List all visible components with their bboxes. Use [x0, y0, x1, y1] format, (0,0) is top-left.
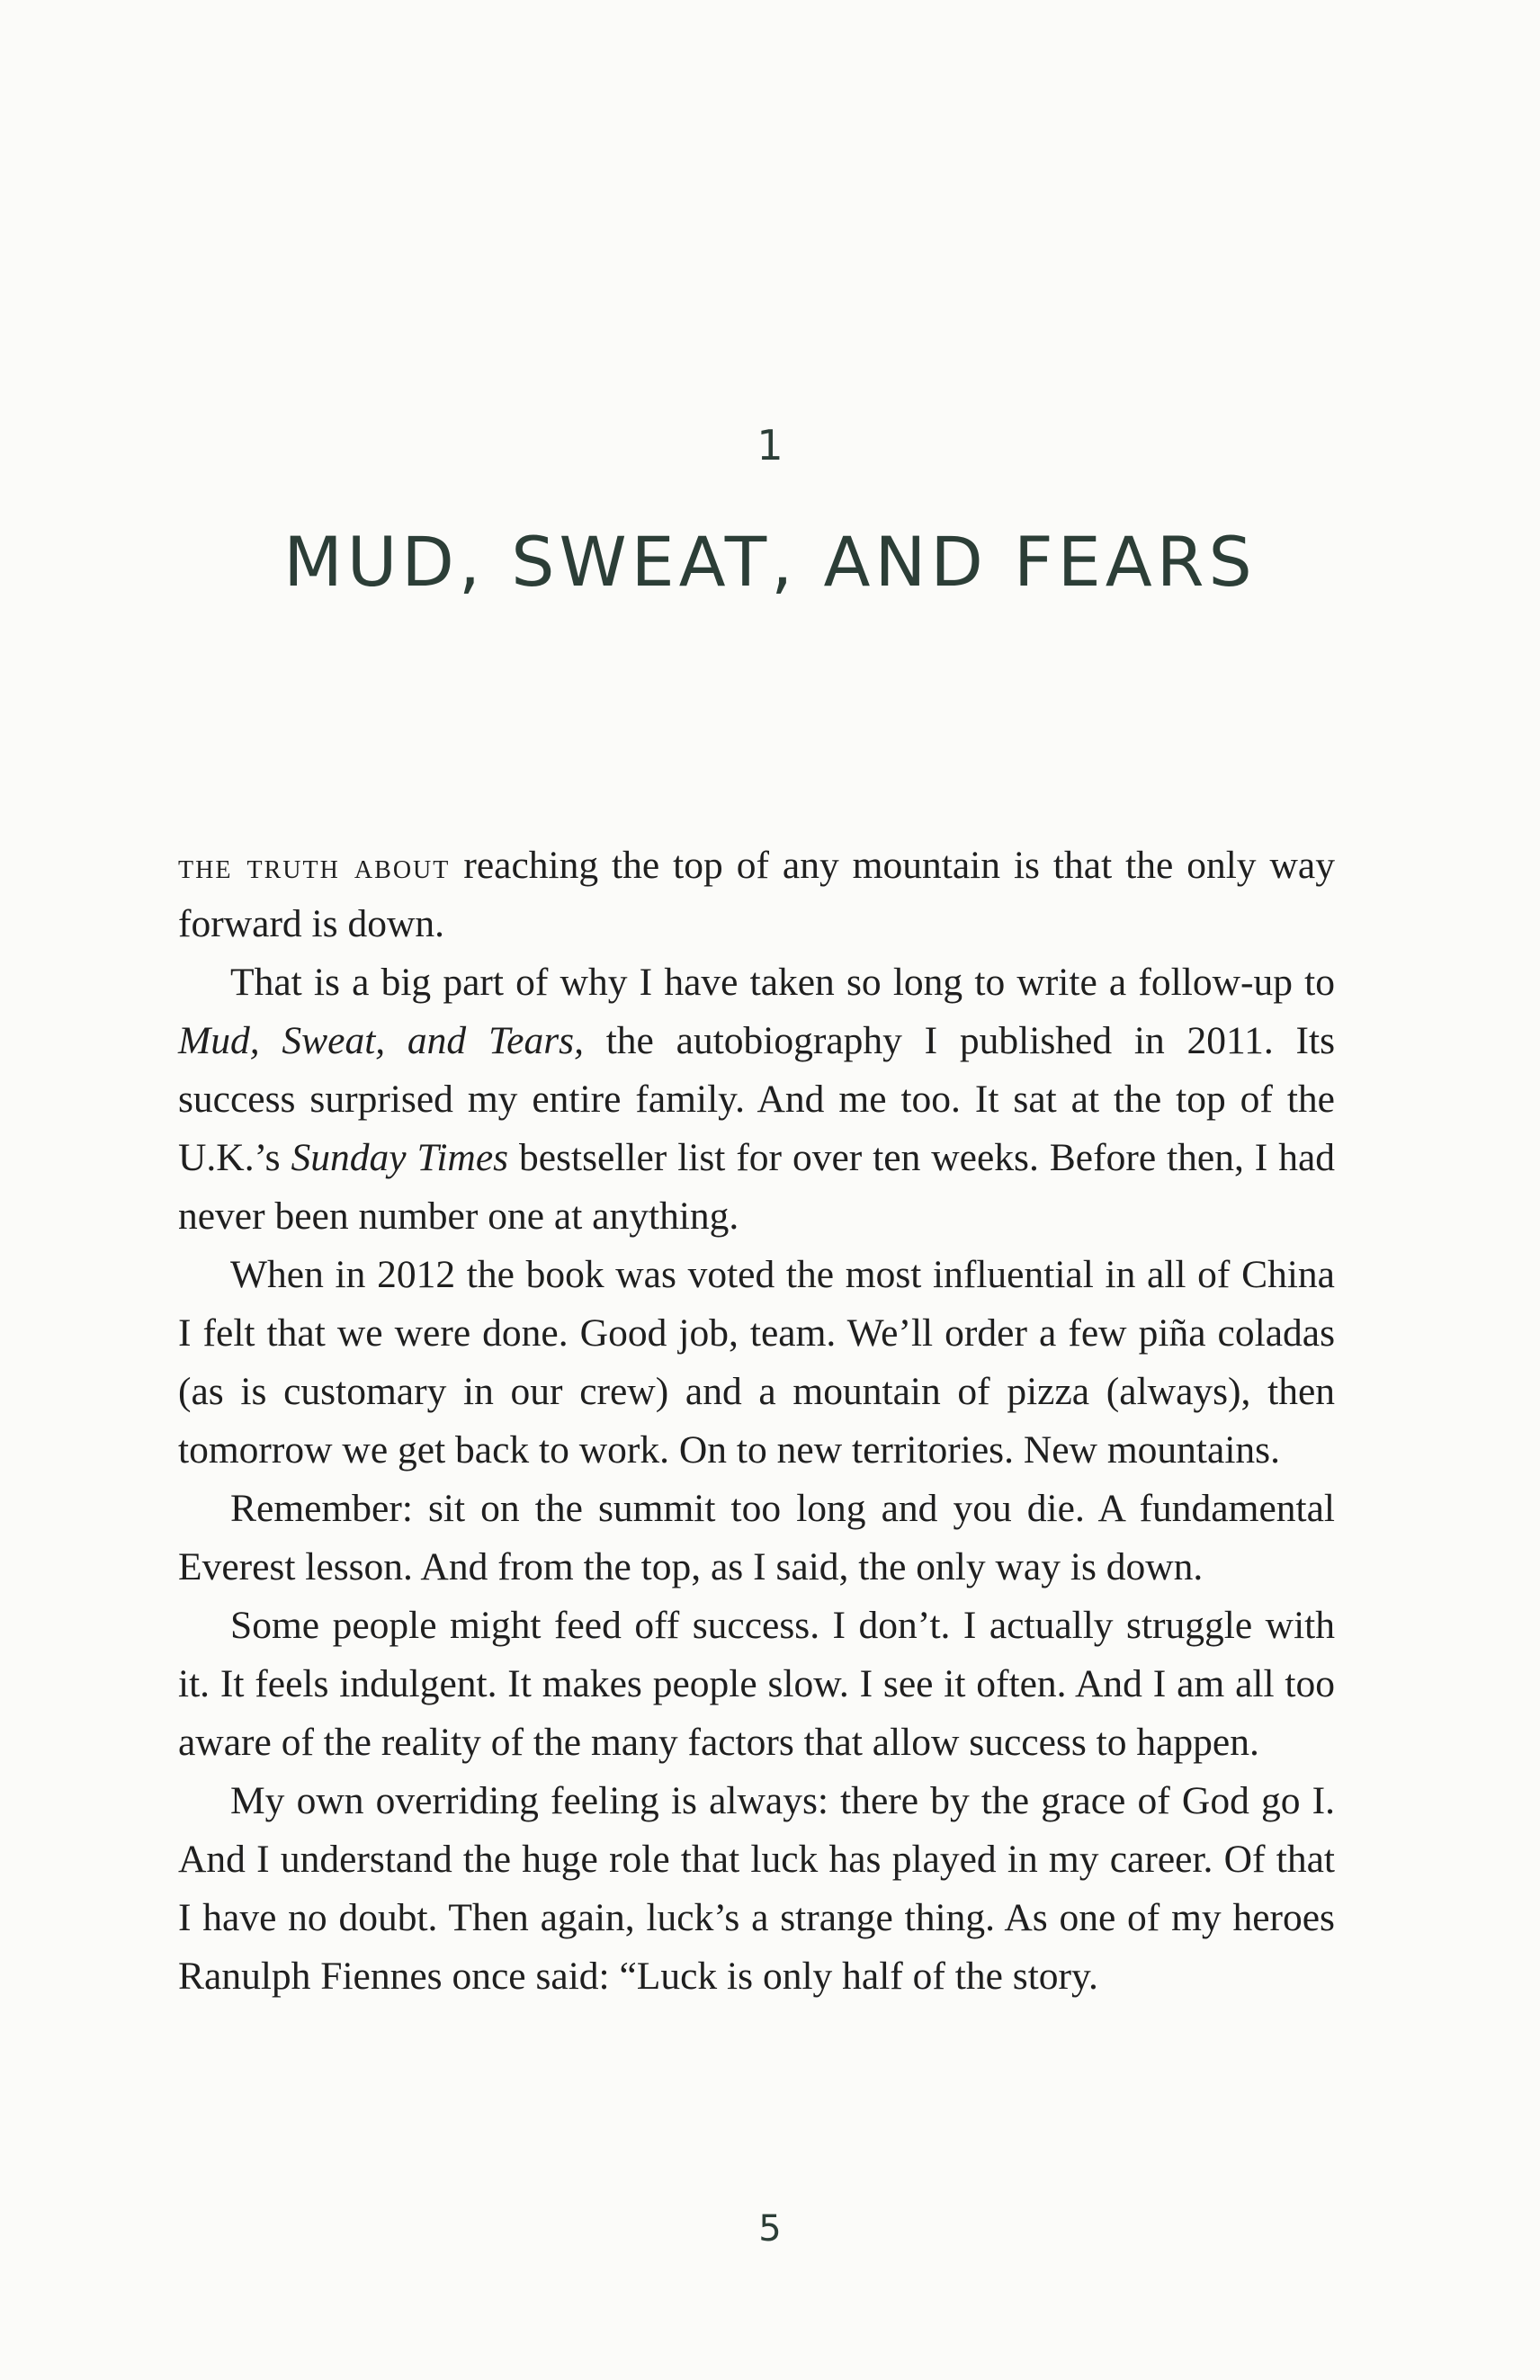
book-title-italic: Mud, Sweat, and Tears,: [178, 1019, 584, 1062]
paragraph-5: Some people might feed off success. I don’t. I actually struggle with it. It feels indulgent. It makes people slow. I see it often. And I am all too aware of the reality of the many factors that allow success to happen.: [178, 1604, 1335, 1764]
paragraph-4: Remember: sit on the summit too long and you die. A fundamental Everest lesson. And from the top, as I said, the only way is down.: [178, 1487, 1335, 1588]
paragraph-2-text-a: That is a big part of why I have taken so long to write a follow-up to: [230, 961, 1335, 1004]
paragraph-2-text-c: the autobiography I published in 2011. Its success surprised my entire family. And me too. It sat at the top of the U.K.’s: [178, 1019, 1335, 1179]
page-number: 5: [758, 2208, 782, 2250]
chapter-body: [178, 837, 1335, 2006]
chapter-title: MUD, SWEAT, AND FEARS: [283, 522, 1257, 602]
chapter-number: 1: [757, 421, 783, 470]
newspaper-title-italic: Sunday Times: [291, 1136, 509, 1179]
paragraph-6: My own overriding feeling is always: there by the grace of God go I. And I understand the huge role that luck has played in my career. Of that I have no doubt. Then again, luck’s a strange thing. As one of my heroes Ranulph Fiennes once said: “Luck is only half of the story.: [178, 1779, 1335, 1998]
paragraph-2: [178, 953, 1335, 1246]
paragraph-1-text: reaching the top of any mountain is that the only way forward is down.: [178, 844, 1335, 945]
paragraph-2-text-e: bestseller list for over ten weeks. Before then, I had never been number one at anything.: [178, 1136, 1335, 1238]
paragraph-3: When in 2012 the book was voted the most influential in all of China I felt that we were done. Good job, team. We’ll order a few piña coladas (as is customary in our crew) and a mountain of pizza (always), then tomorrow we get back to work. On to new territories. New mountains.: [178, 1253, 1335, 1472]
paragraph-1: [178, 837, 1335, 953]
opening-small-caps: the truth about: [178, 846, 451, 886]
